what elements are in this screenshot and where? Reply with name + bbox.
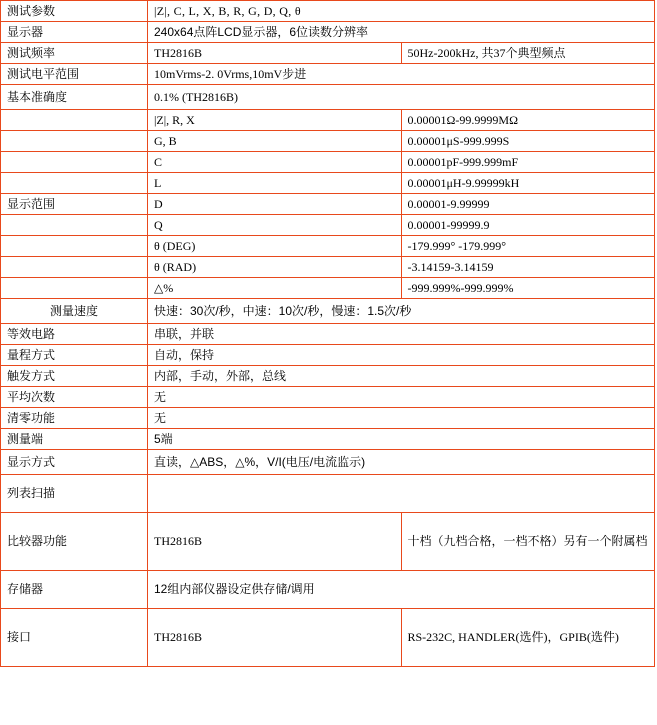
- table-row: [1, 345, 655, 366]
- row-value-basic-accuracy: 0.1% (TH2816B): [148, 85, 655, 110]
- table-row: [1, 173, 655, 194]
- row-value-test-level-range: 10mVrms-2. 0Vrms,10mV步进: [148, 64, 655, 85]
- table-row: [1, 408, 655, 429]
- row-value-list-scan: [148, 475, 655, 513]
- row-value-comparator: 十档（九档合格，一档不格）另有一个附属档: [401, 513, 655, 571]
- row-value-display: 240x64点阵LCD显示器，6位读数分辨率: [148, 22, 655, 43]
- row-label-range-delta-percent: [1, 278, 148, 299]
- row-label-test-frequency: 测试频率: [1, 43, 148, 64]
- row-label-test-level-range: 测试电平范围: [1, 64, 148, 85]
- table-row: [1, 131, 655, 152]
- row-value-clear-function: 无: [148, 408, 655, 429]
- row-label-range-z-r-x: [1, 110, 148, 131]
- row-label-average-count: 平均次数: [1, 387, 148, 408]
- table-row: [1, 387, 655, 408]
- row-model-test-frequency: TH2816B: [148, 43, 402, 64]
- row-value-display-mode: 直读，△ABS，△%，V/I(电压/电流监示): [148, 450, 655, 475]
- table-row: [1, 278, 655, 299]
- row-label-measure-speed: 测量速度: [1, 299, 148, 324]
- table-row: [1, 194, 655, 215]
- row-value-test-frequency: 50Hz-200kHz, 共37个典型频点: [401, 43, 655, 64]
- table-row: [1, 110, 655, 131]
- row-label-equivalent-circuit: 等效电路: [1, 324, 148, 345]
- table-row: [1, 513, 655, 571]
- row-value-range-theta-deg: -179.999° -179.999°: [401, 236, 655, 257]
- row-param-range-d: D: [148, 194, 402, 215]
- row-param-range-theta-deg: θ (DEG): [148, 236, 402, 257]
- table-row: [1, 152, 655, 173]
- row-param-range-l: L: [148, 173, 402, 194]
- table-row: [1, 64, 655, 85]
- row-model-interface: TH2816B: [148, 609, 402, 667]
- table-row: [1, 429, 655, 450]
- row-label-range-mode: 量程方式: [1, 345, 148, 366]
- row-label-list-scan: 列表扫描: [1, 475, 148, 513]
- table-row: [1, 475, 655, 513]
- row-value-average-count: 无: [148, 387, 655, 408]
- row-value-range-d: 0.00001-9.99999: [401, 194, 655, 215]
- row-label-display: 显示器: [1, 22, 148, 43]
- row-label-display-range: 显示范围: [1, 194, 148, 215]
- table-row: [1, 22, 655, 43]
- row-value-range-c: 0.00001pF-999.999mF: [401, 152, 655, 173]
- row-label-interface: 接口: [1, 609, 148, 667]
- table-row: [1, 1, 655, 22]
- row-value-range-z-r-x: 0.00001Ω-99.9999MΩ: [401, 110, 655, 131]
- row-label-basic-accuracy: 基本准确度: [1, 85, 148, 110]
- row-label-range-g-b: [1, 131, 148, 152]
- table-row: [1, 236, 655, 257]
- table-row: [1, 366, 655, 387]
- row-label-comparator: 比较器功能: [1, 513, 148, 571]
- table-row: [1, 299, 655, 324]
- row-label-range-l: [1, 173, 148, 194]
- row-param-range-delta-percent: △%: [148, 278, 402, 299]
- row-value-range-theta-rad: -3.14159-3.14159: [401, 257, 655, 278]
- row-label-trigger-mode: 触发方式: [1, 366, 148, 387]
- row-label-clear-function: 清零功能: [1, 408, 148, 429]
- row-label-memory: 存储器: [1, 571, 148, 609]
- row-value-measure-speed: 快速：30次/秒，中速：10次/秒，慢速：1.5次/秒: [148, 299, 655, 324]
- row-value-range-delta-percent: -999.999%-999.999%: [401, 278, 655, 299]
- row-value-test-parameters: |Z|, C, L, X, B, R, G, D, Q, θ: [148, 1, 655, 22]
- row-value-range-l: 0.00001μH-9.99999kH: [401, 173, 655, 194]
- table-row: [1, 571, 655, 609]
- row-param-range-q: Q: [148, 215, 402, 236]
- row-label-range-q: [1, 215, 148, 236]
- row-param-range-c: C: [148, 152, 402, 173]
- table-row: [1, 257, 655, 278]
- row-value-range-q: 0.00001-99999.9: [401, 215, 655, 236]
- row-value-interface: RS-232C, HANDLER(选件)，GPIB(选件): [401, 609, 655, 667]
- table-row: [1, 43, 655, 64]
- row-value-trigger-mode: 内部，手动，外部，总线: [148, 366, 655, 387]
- row-label-display-mode: 显示方式: [1, 450, 148, 475]
- row-value-equivalent-circuit: 串联，并联: [148, 324, 655, 345]
- row-label-range-c: [1, 152, 148, 173]
- table-row: [1, 324, 655, 345]
- row-label-range-theta-rad: [1, 257, 148, 278]
- row-param-range-theta-rad: θ (RAD): [148, 257, 402, 278]
- row-value-range-mode: 自动，保持: [148, 345, 655, 366]
- table-row: [1, 609, 655, 667]
- row-param-range-g-b: G, B: [148, 131, 402, 152]
- row-param-range-z-r-x: |Z|, R, X: [148, 110, 402, 131]
- table-row: [1, 85, 655, 110]
- table-row: [1, 450, 655, 475]
- row-label-test-parameters: 测试参数: [1, 1, 148, 22]
- table-row: [1, 215, 655, 236]
- row-value-range-g-b: 0.00001μS-999.999S: [401, 131, 655, 152]
- row-model-comparator: TH2816B: [148, 513, 402, 571]
- row-value-measure-terminal: 5端: [148, 429, 655, 450]
- row-label-range-theta-deg: [1, 236, 148, 257]
- row-label-measure-terminal: 测量端: [1, 429, 148, 450]
- row-value-memory: 12组内部仪器设定供存储/调用: [148, 571, 655, 609]
